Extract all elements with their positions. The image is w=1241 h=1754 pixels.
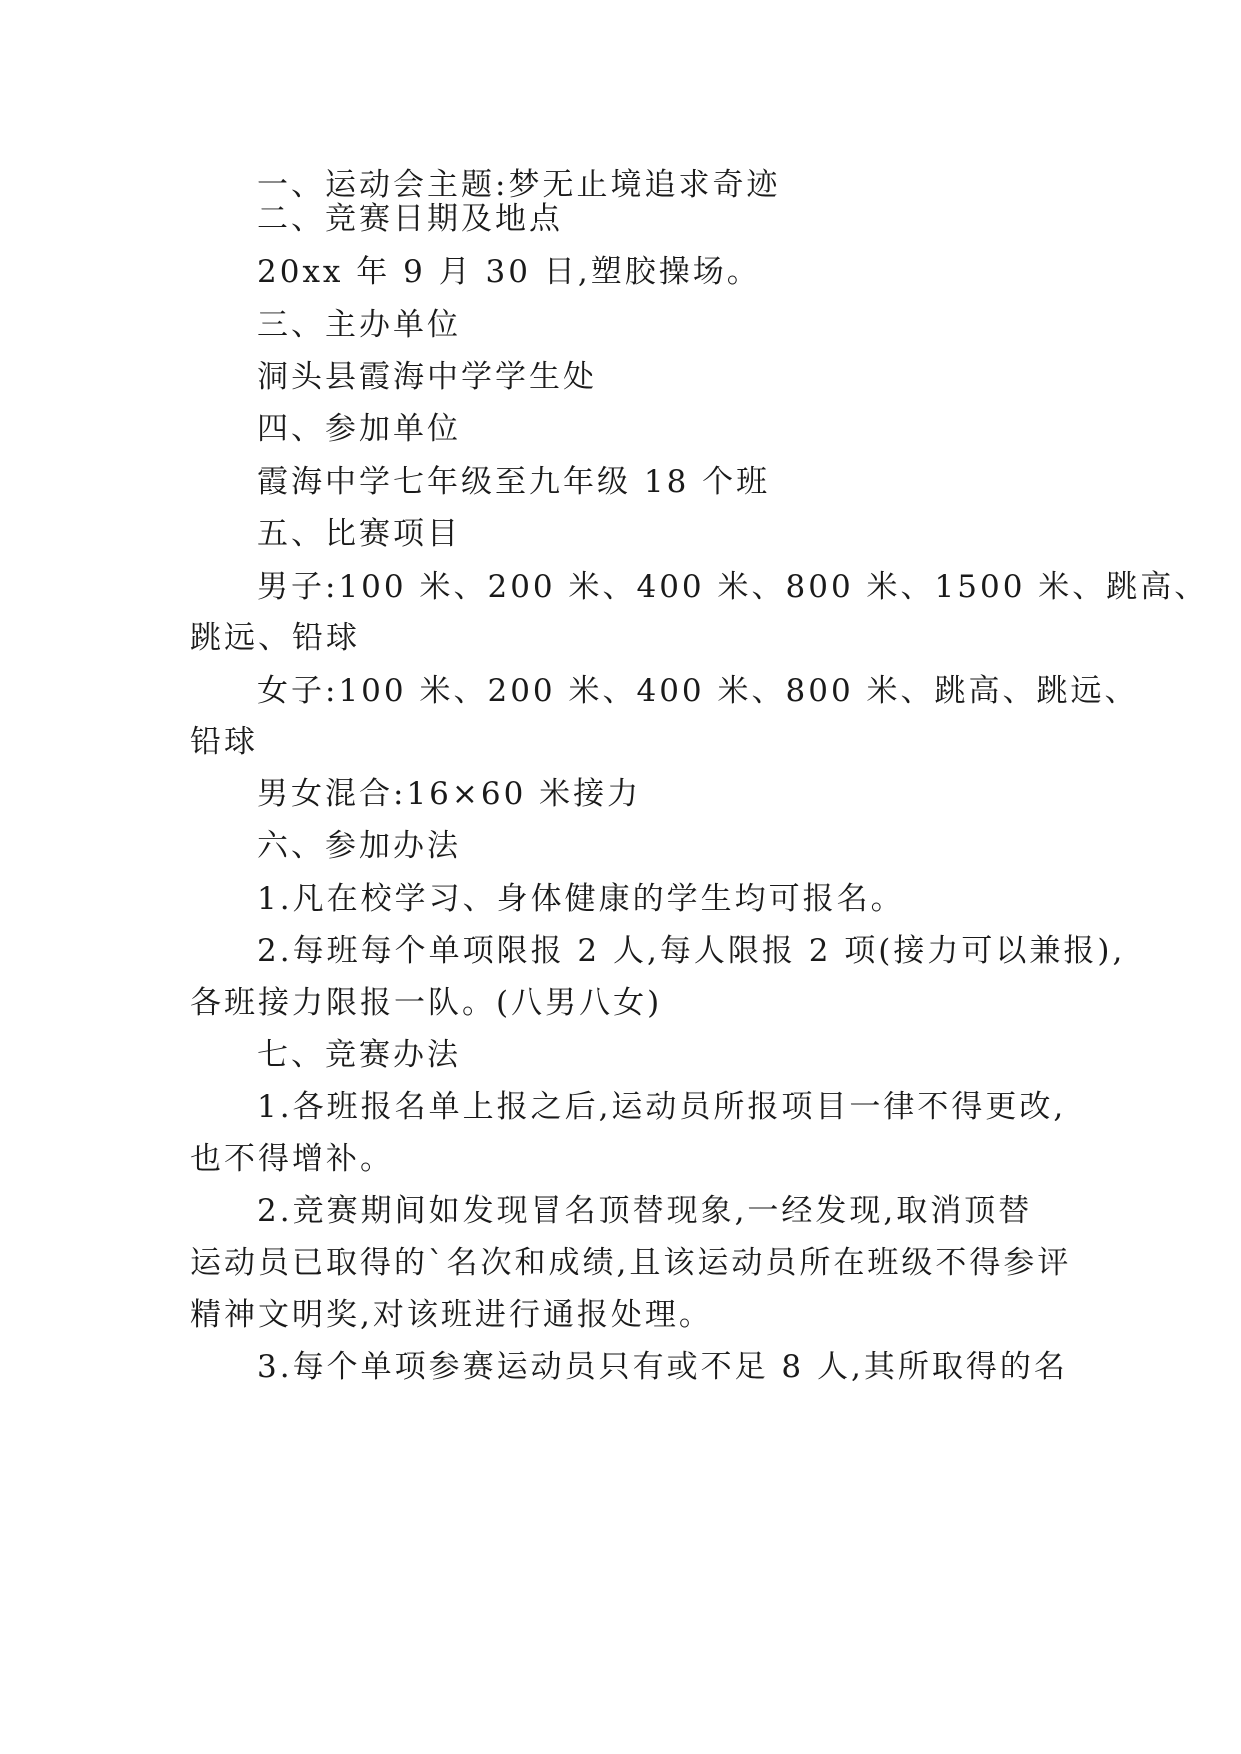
- heading-date-location: 二、竞赛日期及地点: [257, 201, 563, 237]
- paragraph-participants: 霞海中学七年级至九年级 18 个班: [257, 464, 771, 500]
- paragraph-organizer: 洞头县霞海中学学生处: [257, 359, 597, 395]
- paragraph-mixed-relay: 男女混合:16×60 米接力: [257, 776, 642, 812]
- paragraph-comp-rule-2-cont1: 运动员已取得的`名次和成绩,且该运动员所在班级不得参评: [190, 1245, 1072, 1281]
- paragraph-rule-2: 2.每班每个单项限报 2 人,每人限报 2 项(接力可以兼报),: [257, 933, 1126, 969]
- paragraph-comp-rule-2: 2.竞赛期间如发现冒名顶替现象,一经发现,取消顶替: [257, 1193, 1033, 1229]
- paragraph-rule-2-cont: 各班接力限报一队。(八男八女): [190, 985, 663, 1021]
- paragraph-women-events-cont: 铅球: [190, 724, 258, 760]
- paragraph-women-events: 女子:100 米、200 米、400 米、800 米、跳高、跳远、: [257, 673, 1139, 709]
- paragraph-comp-rule-1: 1.各班报名单上报之后,运动员所报项目一律不得更改,: [257, 1089, 1067, 1125]
- paragraph-date-location: 20xx 年 9 月 30 日,塑胶操场。: [257, 254, 761, 290]
- paragraph-men-events-cont: 跳远、铅球: [190, 620, 360, 656]
- heading-participants: 四、参加单位: [257, 411, 461, 447]
- heading-theme: 一、运动会主题:梦无止境追求奇迹: [257, 167, 781, 203]
- heading-events: 五、比赛项目: [257, 516, 461, 552]
- heading-organizer: 三、主办单位: [257, 307, 461, 343]
- heading-participation-rules: 六、参加办法: [257, 828, 461, 864]
- paragraph-comp-rule-3: 3.每个单项参赛运动员只有或不足 8 人,其所取得的名: [257, 1349, 1068, 1385]
- paragraph-comp-rule-1-cont: 也不得增补。: [190, 1141, 394, 1177]
- paragraph-comp-rule-2-cont2: 精神文明奖,对该班进行通报处理。: [190, 1297, 713, 1333]
- heading-competition-rules: 七、竞赛办法: [257, 1037, 461, 1073]
- paragraph-rule-1: 1.凡在校学习、身体健康的学生均可报名。: [257, 881, 905, 917]
- paragraph-men-events: 男子:100 米、200 米、400 米、800 米、1500 米、跳高、: [257, 569, 1209, 605]
